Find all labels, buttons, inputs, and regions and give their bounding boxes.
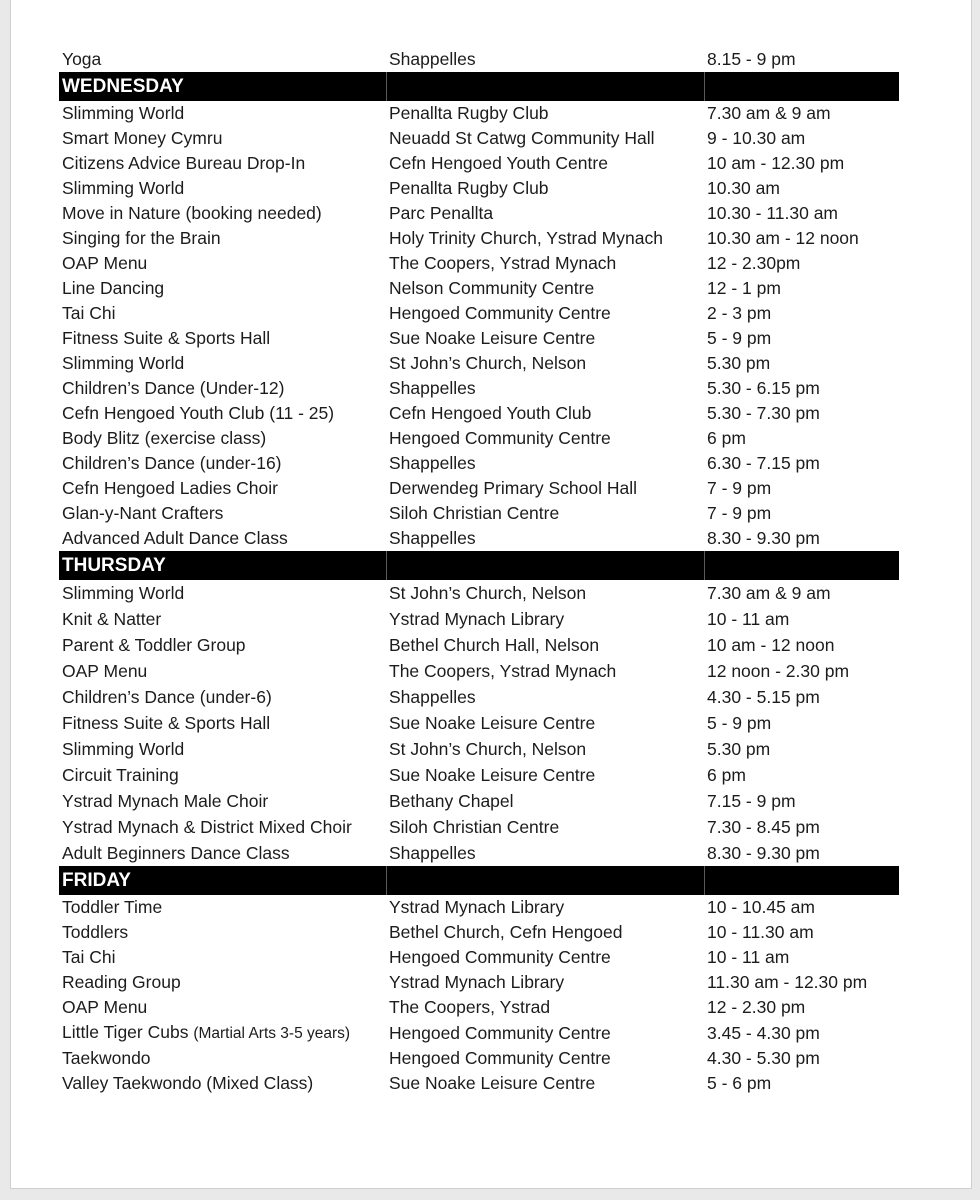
venue-cell: St John’s Church, Nelson: [389, 738, 587, 759]
activity-cell: [59, 276, 386, 301]
activity-name: Knit & Natter: [62, 608, 162, 629]
schedule-row: [59, 580, 899, 606]
time-cell: 5 - 9 pm: [707, 712, 772, 733]
time-cell: 8.30 - 9.30 pm: [707, 528, 820, 548]
time-cell: 5.30 pm: [707, 353, 771, 373]
activity-cell: [59, 762, 386, 788]
time-cell: 4.30 - 5.15 pm: [707, 686, 820, 707]
schedule-row: [59, 710, 899, 736]
venue-cell: Shappelles: [389, 453, 476, 473]
time-cell: 10.30 - 11.30 am: [707, 203, 839, 223]
activity-name: OAP Menu: [62, 997, 148, 1017]
venue-cell: Bethel Church Hall, Nelson: [389, 634, 600, 655]
time-cell: 10.30 am - 12 noon: [707, 228, 859, 248]
activity-name: Smart Money Cymru: [62, 128, 223, 148]
activity-cell: [59, 426, 386, 451]
time-cell: 11.30 am - 12.30 pm: [707, 972, 868, 992]
schedule-row: [59, 895, 899, 920]
time-cell: 7 - 9 pm: [707, 503, 772, 523]
activity-cell: [59, 1071, 386, 1096]
activity-cell: [59, 710, 386, 736]
time-cell: 6 pm: [707, 428, 746, 448]
schedule-row: [59, 501, 899, 526]
time-cell: 3.45 - 4.30 pm: [707, 1022, 820, 1043]
schedule-row: [59, 451, 899, 476]
activity-name: Slimming World: [62, 178, 185, 198]
activity-name: OAP Menu: [62, 253, 148, 273]
activity-name: Slimming World: [62, 103, 185, 123]
activity-cell: [59, 226, 386, 251]
day-header-cell: [386, 72, 704, 101]
schedule-row: [59, 326, 899, 351]
schedule-row: [59, 151, 899, 176]
venue-cell: Hengoed Community Centre: [389, 1048, 611, 1068]
day-header-cell: [704, 866, 899, 895]
venue-cell: The Coopers, Ystrad Mynach: [389, 253, 617, 273]
venue-cell: Sue Noake Leisure Centre: [389, 764, 596, 785]
time-cell: 12 noon - 2.30 pm: [707, 660, 850, 681]
time-cell: 10 - 11.30 am: [707, 922, 814, 942]
activity-name: Tai Chi: [62, 947, 116, 967]
activity-cell: [59, 580, 386, 606]
schedule-page: [10, 0, 972, 1189]
schedule-row: [59, 840, 899, 866]
activity-cell: [59, 301, 386, 326]
time-cell: 5.30 - 7.30 pm: [707, 403, 820, 423]
day-heading: FRIDAY: [59, 866, 386, 895]
schedule-row: [59, 526, 899, 551]
venue-cell: Sue Noake Leisure Centre: [389, 712, 596, 733]
activity-name: Valley Taekwondo (Mixed Class): [62, 1073, 314, 1093]
time-cell: 12 - 1 pm: [707, 278, 781, 298]
activity-cell: [59, 1020, 386, 1046]
activity-name: Move in Nature (booking needed): [62, 203, 322, 223]
venue-cell: The Coopers, Ystrad: [389, 997, 551, 1017]
venue-cell: Ystrad Mynach Library: [389, 897, 565, 917]
venue-cell: Nelson Community Centre: [389, 278, 595, 298]
venue-cell: Hengoed Community Centre: [389, 1022, 611, 1043]
schedule-row: [59, 351, 899, 376]
time-cell: 7.30 - 8.45 pm: [707, 816, 820, 837]
activity-cell: [59, 814, 386, 840]
activity-name: Body Blitz (exercise class): [62, 428, 267, 448]
schedule-row: [59, 301, 899, 326]
activity-name: OAP Menu: [62, 660, 148, 681]
venue-cell: Hengoed Community Centre: [389, 428, 611, 448]
activity-name: Ystrad Mynach & District Mixed Choir: [62, 816, 352, 837]
activity-cell: [59, 101, 386, 126]
time-cell: 5 - 6 pm: [707, 1073, 772, 1093]
day-heading: THURSDAY: [59, 551, 386, 580]
venue-cell: Shappelles: [389, 528, 476, 548]
activity-name: Toddlers: [62, 922, 129, 942]
venue-cell: St John’s Church, Nelson: [389, 582, 587, 603]
time-cell: 8.30 - 9.30 pm: [707, 842, 820, 863]
venue-cell: Bethel Church, Cefn Hengoed: [389, 922, 623, 942]
activity-cell: [59, 451, 386, 476]
activity-cell: [59, 501, 386, 526]
day-header-cell: [386, 866, 704, 895]
activity-name: Citizens Advice Bureau Drop-In: [62, 153, 306, 173]
activity-name: Reading Group: [62, 972, 181, 992]
activity-cell: [59, 970, 386, 995]
schedule-row: [59, 658, 899, 684]
time-cell: 5.30 - 6.15 pm: [707, 378, 820, 398]
time-cell: 9 - 10.30 am: [707, 128, 806, 148]
time-cell: 7.30 am & 9 am: [707, 103, 831, 123]
activity-cell: [59, 476, 386, 501]
activity-cell: [59, 151, 386, 176]
venue-cell: St John’s Church, Nelson: [389, 353, 587, 373]
venue-cell: Hengoed Community Centre: [389, 303, 611, 323]
day-header-cell: [704, 551, 899, 580]
time-cell: 10 - 11 am: [707, 947, 790, 967]
venue-cell: Siloh Christian Centre: [389, 816, 560, 837]
activity-cell: [59, 684, 386, 710]
day-header-row: [59, 866, 899, 895]
schedule-row: [59, 632, 899, 658]
activity-cell: [59, 251, 386, 276]
time-cell: 5 - 9 pm: [707, 328, 772, 348]
activity-name: Taekwondo: [62, 1048, 151, 1068]
activity-name: Adult Beginners Dance Class: [62, 842, 290, 863]
activity-cell: [59, 788, 386, 814]
activity-name: Children’s Dance (under-6): [62, 686, 272, 707]
venue-cell: Cefn Hengoed Youth Centre: [389, 153, 608, 173]
schedule-row: [59, 376, 899, 401]
activity-cell: [59, 351, 386, 376]
time-cell: 12 - 2.30 pm: [707, 997, 806, 1017]
venue-cell: Shappelles: [389, 49, 476, 69]
time-cell: 10 - 11 am: [707, 608, 790, 629]
activity-name: Circuit Training: [62, 764, 179, 785]
activity-cell: [59, 920, 386, 945]
activity-cell: [59, 376, 386, 401]
activity-name: Slimming World: [62, 582, 185, 603]
venue-cell: Penallta Rugby Club: [389, 178, 549, 198]
schedule-row: [59, 995, 899, 1020]
venue-cell: Shappelles: [389, 378, 476, 398]
schedule-row: [59, 226, 899, 251]
venue-cell: Bethany Chapel: [389, 790, 514, 811]
venue-cell: Cefn Hengoed Youth Club: [389, 403, 592, 423]
venue-cell: Ystrad Mynach Library: [389, 608, 565, 629]
activity-name: Cefn Hengoed Youth Club (11 - 25): [62, 403, 335, 423]
activity-name: Singing for the Brain: [62, 228, 221, 248]
time-cell: 6.30 - 7.15 pm: [707, 453, 820, 473]
time-cell: 7.30 am & 9 am: [707, 582, 831, 603]
activity-name: Cefn Hengoed Ladies Choir: [62, 478, 278, 498]
day-header-cell: [386, 551, 704, 580]
schedule-row: [59, 788, 899, 814]
activity-name: Slimming World: [62, 738, 185, 759]
activity-note: (Martial Arts 3-5 years): [193, 1025, 351, 1042]
schedule-row: [59, 1046, 899, 1071]
schedule-row: [59, 426, 899, 451]
activity-cell: [59, 47, 386, 72]
venue-cell: Holy Trinity Church, Ystrad Mynach: [389, 228, 663, 248]
schedule-row: [59, 736, 899, 762]
activity-cell: [59, 606, 386, 632]
schedule-row: [59, 970, 899, 995]
activity-cell: [59, 201, 386, 226]
venue-cell: Derwendeg Primary School Hall: [389, 478, 638, 498]
day-header-row: [59, 72, 899, 101]
schedule-row: [59, 1071, 899, 1096]
time-cell: 4.30 - 5.30 pm: [707, 1048, 820, 1068]
schedule-row: [59, 684, 899, 710]
activity-schedule-table: [59, 47, 899, 1096]
venue-cell: Ystrad Mynach Library: [389, 972, 565, 992]
time-cell: 2 - 3 pm: [707, 303, 772, 323]
schedule-row: [59, 401, 899, 426]
activity-name: Yoga: [62, 49, 102, 69]
activity-cell: [59, 632, 386, 658]
venue-cell: Sue Noake Leisure Centre: [389, 328, 596, 348]
venue-cell: Parc Penallta: [389, 203, 494, 223]
time-cell: 7 - 9 pm: [707, 478, 772, 498]
venue-cell: Hengoed Community Centre: [389, 947, 611, 967]
activity-name: Slimming World: [62, 353, 185, 373]
activity-cell: [59, 658, 386, 684]
schedule-row: [59, 814, 899, 840]
activity-name: Fitness Suite & Sports Hall: [62, 712, 271, 733]
schedule-row: [59, 762, 899, 788]
schedule-row: [59, 126, 899, 151]
venue-cell: The Coopers, Ystrad Mynach: [389, 660, 617, 681]
activity-cell: [59, 1046, 386, 1071]
schedule-row: [59, 276, 899, 301]
schedule-row: [59, 920, 899, 945]
activity-cell: [59, 326, 386, 351]
activity-name: Children’s Dance (under-16): [62, 453, 282, 473]
day-header-row: [59, 551, 899, 580]
venue-cell: Siloh Christian Centre: [389, 503, 560, 523]
time-cell: 8.15 - 9 pm: [707, 49, 796, 69]
activity-cell: [59, 126, 386, 151]
activity-cell: [59, 736, 386, 762]
activity-cell: [59, 840, 386, 866]
activity-cell: [59, 176, 386, 201]
schedule-row: [59, 251, 899, 276]
activity-name: Parent & Toddler Group: [62, 634, 246, 655]
schedule-row: [59, 945, 899, 970]
time-cell: 7.15 - 9 pm: [707, 790, 796, 811]
venue-cell: Shappelles: [389, 686, 476, 707]
time-cell: 12 - 2.30pm: [707, 253, 801, 273]
activity-name: Ystrad Mynach Male Choir: [62, 790, 269, 811]
time-cell: 10 am - 12.30 pm: [707, 153, 845, 173]
activity-name: Advanced Adult Dance Class: [62, 528, 288, 548]
time-cell: 6 pm: [707, 764, 746, 785]
schedule-row: [59, 1020, 899, 1046]
schedule-row: [59, 606, 899, 632]
schedule-row: [59, 47, 899, 72]
activity-name: Toddler Time: [62, 897, 163, 917]
schedule-row: [59, 101, 899, 126]
activity-cell: [59, 945, 386, 970]
schedule-row: [59, 176, 899, 201]
activity-name: Children’s Dance (Under-12): [62, 378, 285, 398]
schedule-row: [59, 201, 899, 226]
activity-name: Line Dancing: [62, 278, 165, 298]
venue-cell: Sue Noake Leisure Centre: [389, 1073, 596, 1093]
activity-name: Fitness Suite & Sports Hall: [62, 328, 271, 348]
activity-name: Little Tiger Cubs: [62, 1022, 189, 1042]
activity-name: Glan-y-Nant Crafters: [62, 503, 224, 523]
schedule-row: [59, 476, 899, 501]
activity-name: Tai Chi: [62, 303, 116, 323]
activity-cell: [59, 401, 386, 426]
venue-cell: Penallta Rugby Club: [389, 103, 549, 123]
venue-cell: Shappelles: [389, 842, 476, 863]
time-cell: 10 am - 12 noon: [707, 634, 835, 655]
day-header-cell: [704, 72, 899, 101]
time-cell: 10.30 am: [707, 178, 780, 198]
time-cell: 10 - 10.45 am: [707, 897, 815, 917]
activity-cell: [59, 995, 386, 1020]
day-heading: WEDNESDAY: [59, 72, 386, 101]
activity-cell: [59, 895, 386, 920]
activity-cell: [59, 526, 386, 551]
venue-cell: Neuadd St Catwg Community Hall: [389, 128, 655, 148]
time-cell: 5.30 pm: [707, 738, 771, 759]
